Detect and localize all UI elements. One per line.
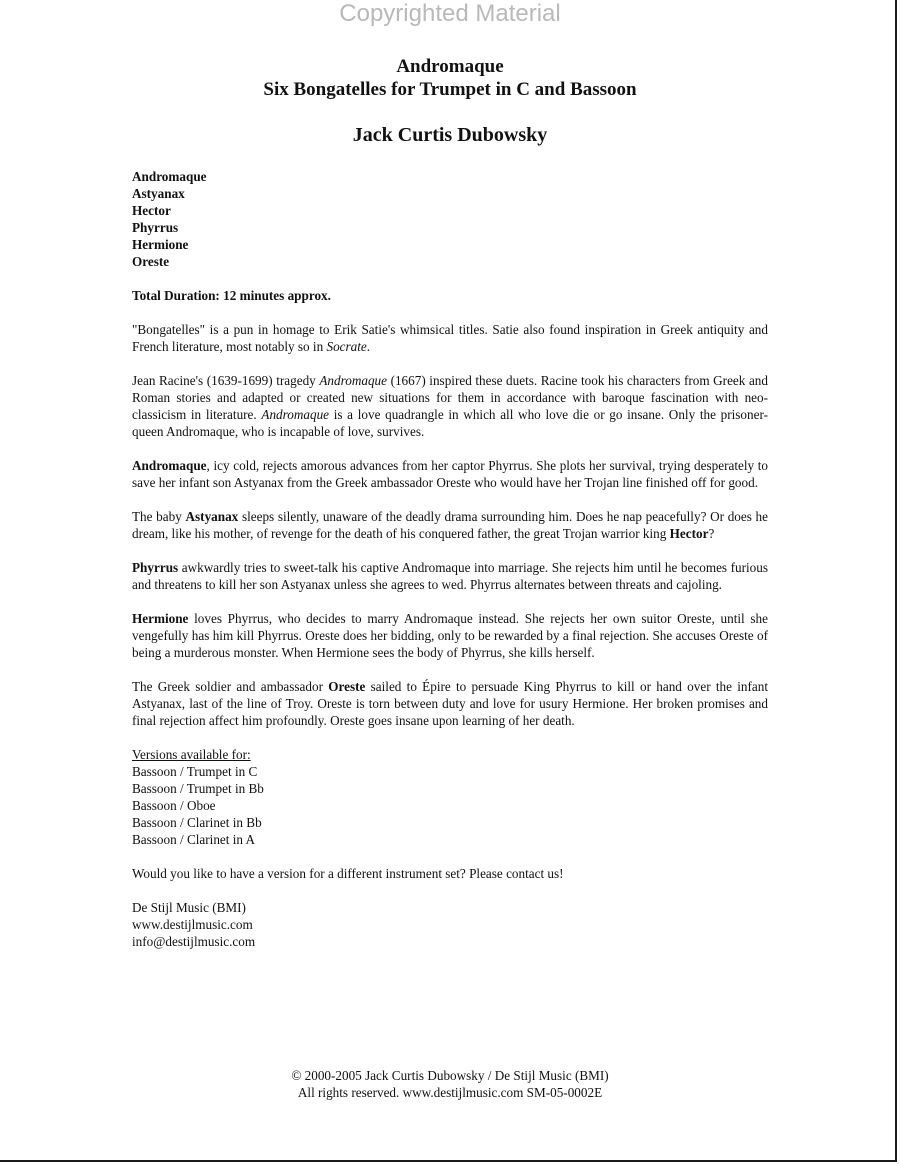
copyright-watermark: Copyrighted Material bbox=[339, 0, 561, 27]
rights-line: All rights reserved. www.destijlmusic.com SM-05-0002E bbox=[297, 1085, 603, 1100]
character-item: Hermione bbox=[132, 237, 189, 252]
publisher-website: www.destijlmusic.com bbox=[132, 917, 253, 932]
character-item: Andromaque bbox=[132, 169, 207, 184]
piece-title: Andromaque bbox=[396, 56, 504, 77]
version-item: Bassoon / Clarinet in A bbox=[132, 832, 256, 847]
paragraph-phyrrus: Phyrrus awkwardly tries to sweet-talk his captive Andromaque into marriage. She rejects him until he becomes furious and threatens to kill her son Astyanax unless she agrees to wed. Phyrrus alternates between threats and cajoling. bbox=[132, 560, 768, 592]
character-item: Hector bbox=[132, 203, 171, 218]
version-item: Bassoon / Trumpet in C bbox=[132, 764, 258, 779]
contact-question: Would you like to have a version for a different instrument set? Please contact us! bbox=[132, 866, 564, 881]
piece-subtitle: Six Bongatelles for Trumpet in C and Bassoon bbox=[263, 79, 637, 100]
copyright-footer bbox=[0, 1067, 900, 1101]
character-item: Phyrrus bbox=[132, 220, 179, 235]
publisher-name: De Stijl Music (BMI) bbox=[132, 900, 246, 915]
paragraph-andromaque: Andromaque, icy cold, rejects amorous advances from her captor Phyrrus. She plots her survival, trying desperately to save her infant son Astyanax from the Greek ambassador Oreste who would have her Trojan line finished off for good. bbox=[132, 458, 768, 490]
character-item: Oreste bbox=[132, 254, 170, 269]
composer-name: Jack Curtis Dubowsky bbox=[352, 124, 548, 146]
copyright-line: © 2000-2005 Jack Curtis Dubowsky / De Stijl Music (BMI) bbox=[291, 1068, 609, 1083]
paragraph-racine: Jean Racine's (1639-1699) tragedy Andromaque (1667) inspired these duets. Racine took his characters from Greek and Roman stories and adapted or created new situations for them in accordance with baroque fascination with neo-classicism in literature. Andromaque is a love quadrangle in which all who love die or go insane. Only the prisoner-queen Andromaque, who is incapable of love, survives. bbox=[132, 373, 768, 439]
character-item: Astyanax bbox=[132, 186, 185, 201]
publisher-email: info@destijlmusic.com bbox=[132, 934, 256, 949]
paragraph-oreste: The Greek soldier and ambassador Oreste sailed to Épire to persuade King Phyrrus to kill or hand over the infant Astyanax, last of the line of Troy. Oreste is torn between duty and love for usury Hermione. Her broken promises and final rejection affect him profoundly. Oreste goes insane upon learning of her death. bbox=[132, 679, 768, 728]
total-duration: Total Duration: 12 minutes approx. bbox=[132, 288, 331, 303]
versions-list bbox=[132, 746, 768, 848]
paragraph-bongatelles: "Bongatelles" is a pun in homage to Erik Satie's whimsical titles. Satie also found inspiration in Greek antiquity and French literature, most notably so in Socrate. bbox=[132, 322, 768, 354]
version-item: Bassoon / Trumpet in Bb bbox=[132, 781, 264, 796]
version-item: Bassoon / Oboe bbox=[132, 798, 216, 813]
version-item: Bassoon / Clarinet in Bb bbox=[132, 815, 262, 830]
document-body bbox=[132, 168, 768, 950]
paragraph-astyanax: The baby Astyanax sleeps silently, unaware of the deadly drama surrounding him. Does he nap peacefully? Or does he dream, like his mother, of revenge for the death of his conquered father, the great Trojan warrior king Hector? bbox=[132, 509, 769, 541]
paragraph-hermione: Hermione loves Phyrrus, who decides to marry Andromaque instead. She rejects her own suitor Oreste, until she vengefully has him kill Phyrrus. Oreste does her bidding, only to be rewarded by a final rejection. She accuses Oreste of being a murderous monster. When Hermione sees the body of Phyrrus, she kills herself. bbox=[132, 611, 768, 660]
character-list bbox=[132, 168, 768, 270]
versions-heading: Versions available for: bbox=[132, 747, 251, 762]
publisher-block bbox=[132, 899, 768, 950]
